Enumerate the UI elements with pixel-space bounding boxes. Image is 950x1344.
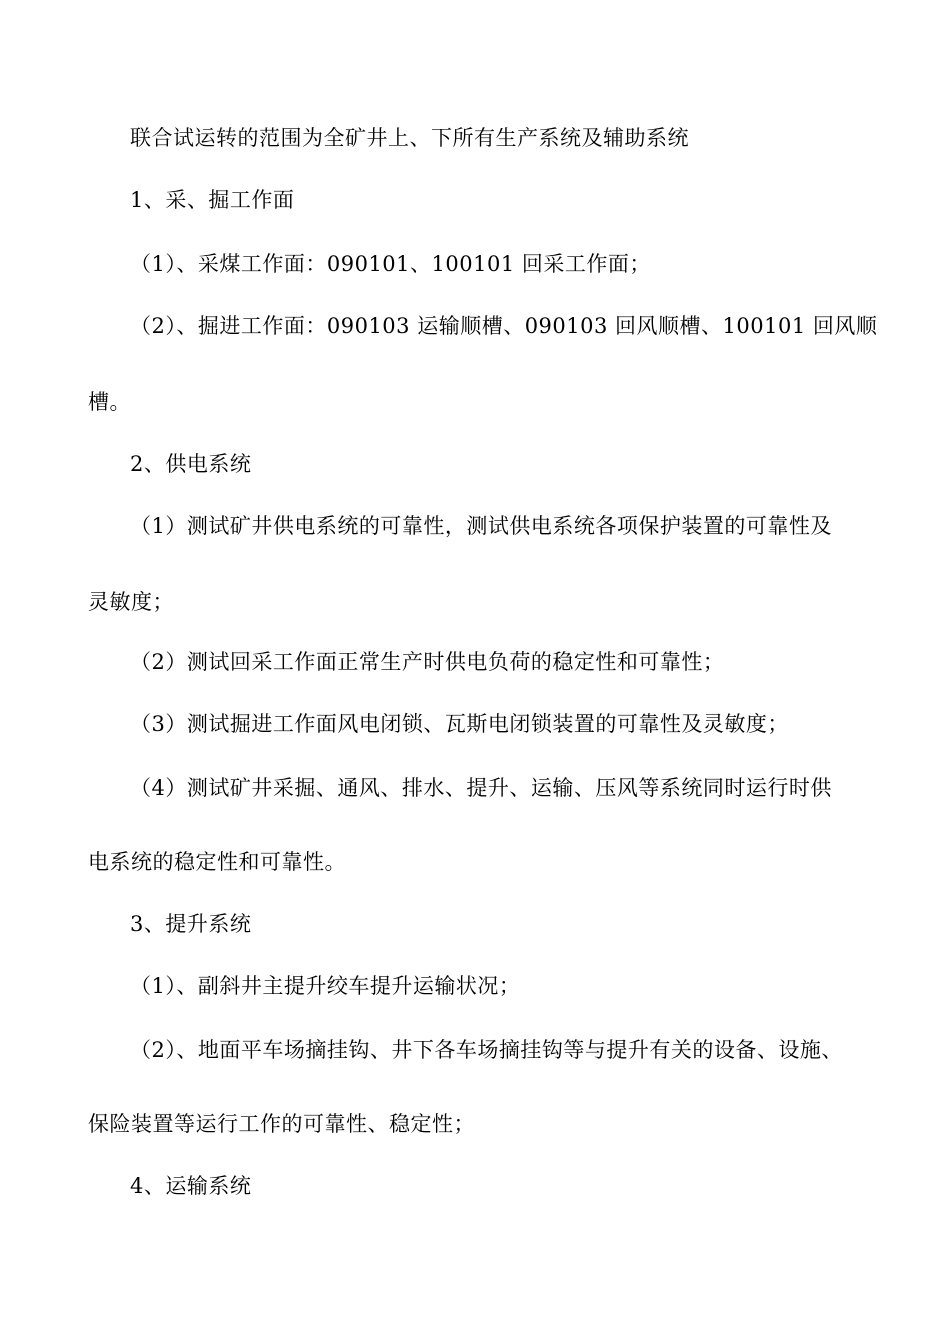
item-2-1-continued: 灵敏度； — [88, 590, 174, 614]
heading-section-4: 4、运输系统 — [130, 1174, 252, 1198]
item-3-1: （1）、副斜井主提升绞车提升运输状况； — [130, 974, 521, 998]
item-3-2: （2）、地面平车场摘挂钩、井下各车场摘挂钩等与提升有关的设备、设施、 — [130, 1038, 843, 1062]
heading-section-3: 3、提升系统 — [130, 912, 252, 936]
paragraph-intro: 联合试运转的范围为全矿井上、下所有生产系统及辅助系统 — [130, 126, 689, 150]
heading-section-1: 1、采、掘工作面 — [130, 188, 295, 212]
item-1-2: （2）、掘进工作面：090103 运输顺槽、090103 回风顺槽、100101 回风顺 — [130, 314, 878, 338]
item-1-2-continued: 槽。 — [88, 390, 131, 414]
item-2-2: （2）测试回采工作面正常生产时供电负荷的稳定性和可靠性； — [130, 650, 725, 674]
item-2-4: （4）测试矿井采掘、通风、排水、提升、运输、压风等系统同时运行时供 — [130, 776, 832, 800]
heading-section-2: 2、供电系统 — [130, 452, 252, 476]
item-2-3: （3）测试掘进工作面风电闭锁、瓦斯电闭锁装置的可靠性及灵敏度； — [130, 712, 789, 736]
item-2-1: （1）测试矿井供电系统的可靠性，测试供电系统各项保护装置的可靠性及 — [130, 514, 832, 538]
item-2-4-continued: 电系统的稳定性和可靠性。 — [88, 850, 346, 874]
item-1-1: （1）、采煤工作面：090101、100101 回采工作面； — [130, 252, 651, 276]
item-3-2-continued: 保险装置等运行工作的可靠性、稳定性； — [88, 1112, 475, 1136]
